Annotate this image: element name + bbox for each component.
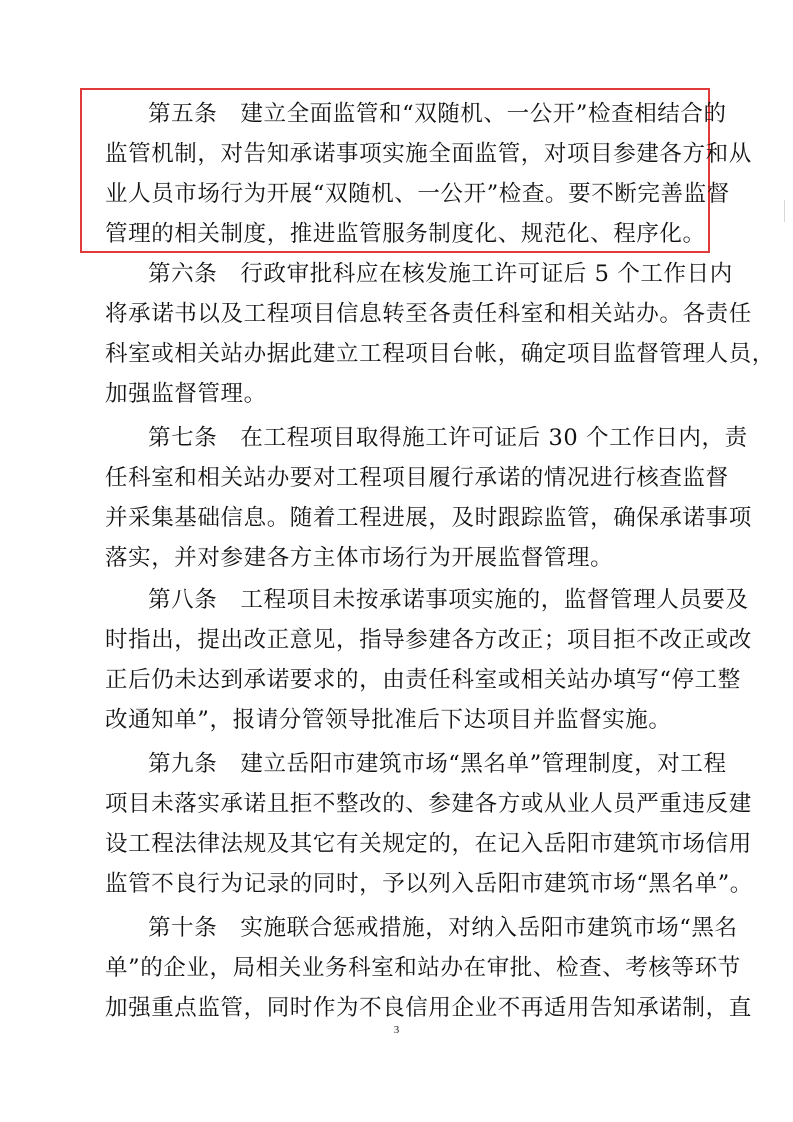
article-9-line-2: 项目未落实承诺且拒不整改的、参建各方或从业人员严重违反建 — [105, 791, 752, 817]
article-9-line-3: 设工程法律法规及其它有关规定的，在记入岳阳市建筑市场信用 — [105, 831, 752, 857]
article-5-line-3: 业人员市场行为开展“双随机、一公开”检查。要不断完善监督 — [105, 181, 730, 207]
article-8-line-3: 正后仍未达到承诺要求的，由责任科室或相关站办填写“停工整 — [105, 667, 741, 693]
article-7-line-1: 第七条 在工程项目取得施工许可证后 30 个工作日内，责 — [148, 425, 748, 451]
article-9-line-1: 第九条 建立岳阳市建筑市场“黑名单”管理制度，对工程 — [148, 751, 727, 777]
scan-mark — [784, 200, 785, 222]
article-10-line-1: 第十条 实施联合惩戒措施，对纳入岳阳市建筑市场“黑名 — [148, 915, 738, 941]
article-5-line-1: 第五条 建立全面监管和“双随机、一公开”检查相结合的 — [148, 101, 727, 127]
article-7-line-3: 并采集基础信息。随着工程进展，及时跟踪监管，确保承诺事项 — [105, 505, 752, 531]
article-8-line-2: 时指出，提出改正意见，指导参建各方改正；项目拒不改正或改 — [105, 627, 752, 653]
article-10-line-3: 加强重点监管，同时作为不良信用企业不再适用告知承诺制，直 — [105, 995, 752, 1021]
article-5-line-4: 管理的相关制度，推进监管服务制度化、规范化、程序化。 — [105, 221, 706, 247]
article-6-line-2: 将承诺书以及工程项目信息转至各责任科室和相关站办。各责任 — [105, 301, 752, 327]
article-6-line-4: 加强监督管理。 — [105, 381, 267, 407]
article-8-line-4: 改通知单”，报请分管领导批准后下达项目并监督实施。 — [105, 707, 672, 733]
article-7-line-4: 落实，并对参建各方主体市场行为开展监督管理。 — [105, 545, 614, 571]
article-6-line-1: 第六条 行政审批科应在核发施工许可证后 5 个工作日内 — [148, 261, 733, 287]
article-8-line-1: 第八条 工程项目未按承诺事项实施的，监督管理人员要及 — [148, 587, 749, 613]
article-5-line-2: 监管机制，对告知承诺事项实施全面监管，对项目参建各方和从 — [105, 141, 752, 167]
page-number: 3 — [393, 1024, 400, 1036]
article-9-line-4: 监管不良行为记录的同时，予以列入岳阳市建筑市场“黑名单”。 — [105, 871, 753, 897]
article-7-line-2: 任科室和相关站办要对工程项目履行承诺的情况进行核查监督 — [105, 465, 729, 491]
article-6-line-3: 科室或相关站办据此建立工程项目台帐，确定项目监督管理人员， — [105, 341, 775, 367]
article-10-line-2: 单”的企业，局相关业务科室和站办在审批、检查、考核等环节 — [105, 955, 741, 981]
